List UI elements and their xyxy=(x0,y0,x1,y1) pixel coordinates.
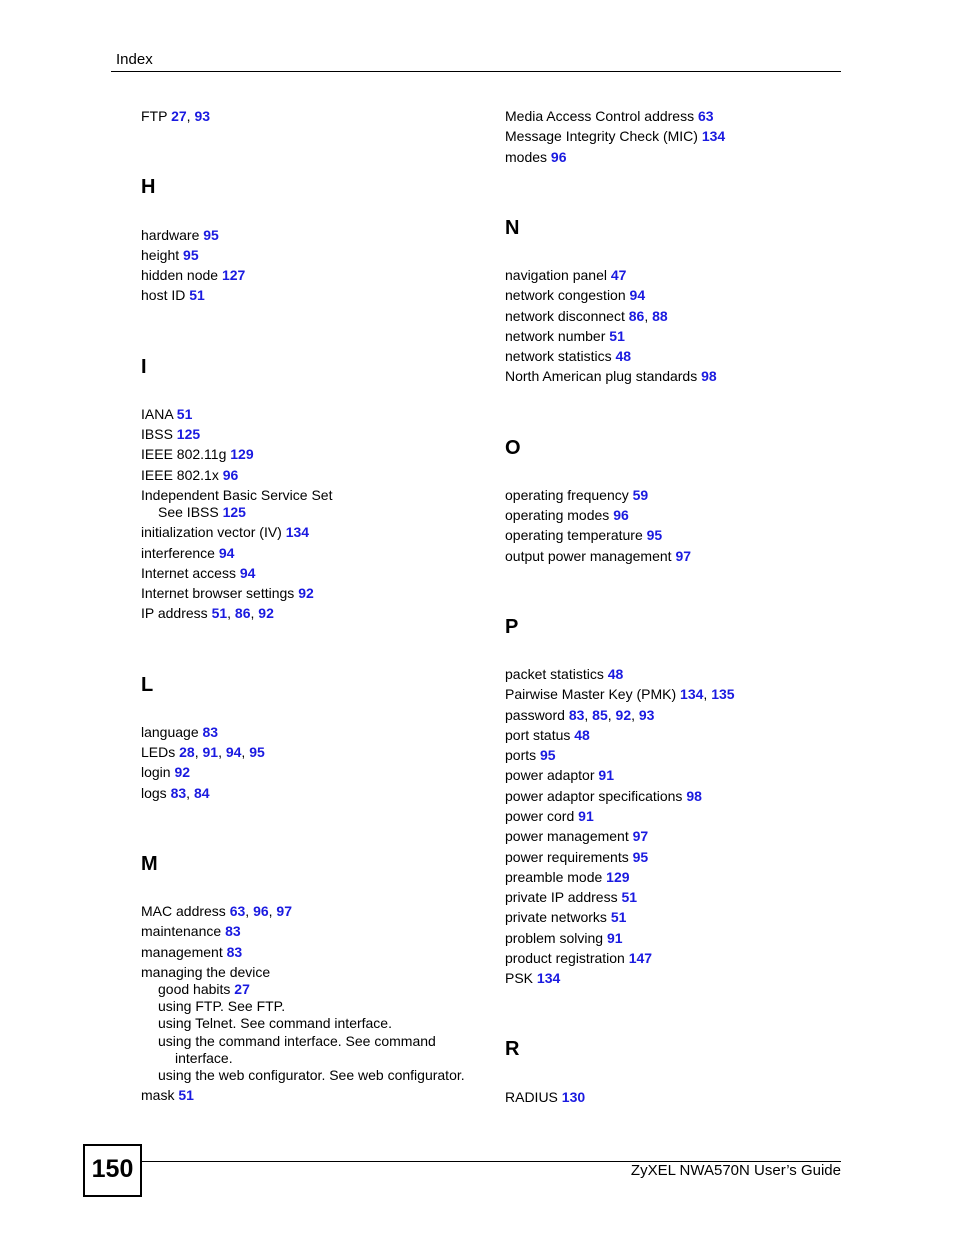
page-link[interactable]: 83 xyxy=(170,785,187,801)
index-term: hidden node xyxy=(141,267,222,283)
page-link[interactable]: 48 xyxy=(607,666,624,682)
index-term: North American plug standards xyxy=(505,368,702,384)
index-entry xyxy=(505,707,654,724)
page-link[interactable]: 91 xyxy=(202,744,219,760)
index-term: operating temperature xyxy=(505,527,647,543)
index-term: IEEE 802.11g xyxy=(141,446,231,462)
index-entry xyxy=(505,308,668,325)
index-term: mask xyxy=(141,1087,179,1103)
page-link[interactable]: 95 xyxy=(632,849,649,865)
page-link[interactable]: 93 xyxy=(194,108,211,124)
page-link[interactable]: 28 xyxy=(179,744,195,760)
section-letter: M xyxy=(141,853,158,875)
index-term: Media Access Control address xyxy=(505,108,698,124)
index-term: hardware xyxy=(141,227,204,243)
index-term: power adaptor specifications xyxy=(505,788,687,804)
page-link[interactable]: 47 xyxy=(610,267,627,283)
index-entry xyxy=(141,524,309,541)
page-link[interactable]: 59 xyxy=(632,487,649,503)
page-link[interactable]: 92 xyxy=(615,707,632,723)
page-link[interactable]: 85 xyxy=(592,707,608,723)
page-link[interactable]: 98 xyxy=(686,788,702,804)
section-letter: O xyxy=(505,437,521,459)
index-entry xyxy=(505,666,623,683)
index-entry xyxy=(505,108,714,125)
page-separator: , xyxy=(703,686,712,702)
index-term: initialization vector (IV) xyxy=(141,524,286,540)
index-term: network congestion xyxy=(505,287,630,303)
index-term: MAC address xyxy=(141,903,230,919)
index-term: ports xyxy=(505,747,541,763)
index-term: RADIUS xyxy=(505,1089,562,1105)
page-link[interactable]: 125 xyxy=(176,426,201,442)
page-link[interactable]: 83 xyxy=(226,944,243,960)
index-entry xyxy=(505,808,594,825)
index-entry xyxy=(505,287,645,304)
index-term: modes xyxy=(505,149,551,165)
page-link[interactable]: 92 xyxy=(258,605,274,621)
index-term: using Telnet. See command interface. xyxy=(158,1015,392,1031)
index-entry xyxy=(505,889,637,906)
section-letter: R xyxy=(505,1038,520,1060)
page-link[interactable]: 129 xyxy=(606,869,630,885)
index-entry xyxy=(505,128,725,145)
index-entry xyxy=(141,247,199,264)
index-term: preamble mode xyxy=(505,869,607,885)
index-entry xyxy=(505,548,691,565)
page-link[interactable]: 51 xyxy=(178,1087,194,1103)
index-entry xyxy=(141,227,219,244)
page-link[interactable]: 96 xyxy=(222,467,239,483)
index-entry xyxy=(505,267,626,284)
index-entry xyxy=(141,724,218,741)
page-link[interactable]: 48 xyxy=(615,348,632,364)
page-link[interactable]: 147 xyxy=(628,950,653,966)
index-entry xyxy=(505,930,623,947)
page-link[interactable]: 97 xyxy=(276,903,292,919)
index-entry xyxy=(141,1033,436,1050)
index-entry xyxy=(505,368,717,385)
index-entry xyxy=(505,727,590,744)
index-entry xyxy=(141,504,246,521)
index-term: FTP xyxy=(141,108,172,124)
page-link[interactable]: 83 xyxy=(568,707,585,723)
index-term: port status xyxy=(505,727,575,743)
index-term: interference xyxy=(141,545,219,561)
index-entry xyxy=(505,767,614,784)
page-link[interactable]: 134 xyxy=(701,128,726,144)
page-link[interactable]: 86 xyxy=(234,605,251,621)
page-link[interactable]: 134 xyxy=(536,970,561,986)
index-entry xyxy=(141,1087,194,1104)
page-link[interactable]: 129 xyxy=(230,446,254,462)
index-entry xyxy=(141,981,250,998)
index-entry xyxy=(505,149,567,166)
page-link[interactable]: 93 xyxy=(638,707,655,723)
index-term: network number xyxy=(505,328,610,344)
index-term: Message Integrity Check (MIC) xyxy=(505,128,702,144)
page-separator: , xyxy=(245,903,254,919)
page-separator: , xyxy=(584,707,593,723)
index-entry xyxy=(141,764,190,781)
page-separator: , xyxy=(227,605,235,621)
index-term: language xyxy=(141,724,203,740)
index-entry xyxy=(505,1089,585,1106)
index-term: operating modes xyxy=(505,507,614,523)
page-link[interactable]: 48 xyxy=(574,727,590,743)
index-entry xyxy=(505,828,648,845)
index-entry xyxy=(141,744,265,761)
index-term: power cord xyxy=(505,808,579,824)
page-separator: , xyxy=(268,903,277,919)
page-separator: , xyxy=(186,108,195,124)
index-entry xyxy=(141,964,270,981)
index-term: power requirements xyxy=(505,849,633,865)
page-link[interactable]: 134 xyxy=(680,686,704,702)
page-link[interactable]: 27 xyxy=(171,108,187,124)
page-link[interactable]: 98 xyxy=(701,368,717,384)
index-term: network statistics xyxy=(505,348,616,364)
index-entry xyxy=(141,446,254,463)
page-link[interactable]: 51 xyxy=(621,889,638,905)
index-entry xyxy=(141,287,205,304)
index-term: network disconnect xyxy=(505,308,629,324)
page-link[interactable]: 95 xyxy=(203,227,219,243)
index-term: power management xyxy=(505,828,633,844)
page-link[interactable]: 96 xyxy=(253,903,269,919)
index-entry xyxy=(505,328,625,345)
page-link[interactable]: 94 xyxy=(218,545,235,561)
page-separator: , xyxy=(186,785,194,801)
index-entry xyxy=(505,788,702,805)
page-link[interactable]: 92 xyxy=(298,585,314,601)
index-entry xyxy=(141,467,238,484)
page-link[interactable]: 51 xyxy=(609,328,625,344)
index-term: management xyxy=(141,944,227,960)
page-link[interactable]: 91 xyxy=(578,808,594,824)
page-link[interactable]: 94 xyxy=(225,744,242,760)
index-entry xyxy=(505,487,648,504)
page-separator: , xyxy=(631,707,639,723)
index-entry xyxy=(505,970,560,987)
page-link[interactable]: 130 xyxy=(561,1089,586,1105)
page-number: 150 xyxy=(91,1155,134,1183)
index-entry xyxy=(505,869,630,886)
index-term: using FTP. See FTP. xyxy=(158,998,286,1014)
page-link[interactable]: 51 xyxy=(176,406,193,422)
index-term: good habits xyxy=(158,981,235,997)
page-link[interactable]: 125 xyxy=(222,504,246,520)
header-divider xyxy=(111,71,841,72)
index-entry xyxy=(505,527,662,544)
index-entry xyxy=(141,585,314,602)
page-link[interactable]: 84 xyxy=(193,785,210,801)
page-link[interactable]: 88 xyxy=(652,308,668,324)
page-link[interactable]: 51 xyxy=(610,909,627,925)
section-letter: N xyxy=(505,217,520,239)
index-entry xyxy=(141,487,332,504)
index-term: interface. xyxy=(175,1050,233,1066)
index-entry xyxy=(505,507,629,524)
page-link[interactable]: 97 xyxy=(675,548,692,564)
index-entry xyxy=(141,1050,233,1067)
page-link[interactable]: 94 xyxy=(239,565,256,581)
index-entry xyxy=(141,605,274,622)
page-link[interactable]: 134 xyxy=(285,524,310,540)
index-term: using the command interface. See command xyxy=(158,1033,436,1049)
index-term: private networks xyxy=(505,909,611,925)
page-separator: , xyxy=(241,744,250,760)
index-term: logs xyxy=(141,785,171,801)
section-letter: H xyxy=(141,176,156,198)
index-term: maintenance xyxy=(141,923,226,939)
page-link[interactable]: 51 xyxy=(211,605,228,621)
index-entry xyxy=(141,426,200,443)
page-link[interactable]: 92 xyxy=(174,764,191,780)
index-entry xyxy=(141,1067,465,1084)
page-separator: , xyxy=(250,605,259,621)
index-entry xyxy=(141,545,234,562)
page-link[interactable]: 86 xyxy=(628,308,645,324)
page-link[interactable]: 83 xyxy=(225,923,241,939)
index-term: IP address xyxy=(141,605,212,621)
page-link[interactable]: 135 xyxy=(711,686,735,702)
index-term: IEEE 802.1x xyxy=(141,467,223,483)
page-separator: , xyxy=(607,707,616,723)
index-entry xyxy=(505,950,652,967)
index-entry xyxy=(141,923,241,940)
index-entry xyxy=(141,998,285,1015)
index-term: height xyxy=(141,247,184,263)
page-link[interactable]: 95 xyxy=(183,247,199,263)
page-link[interactable]: 96 xyxy=(613,507,629,523)
page-link[interactable]: 83 xyxy=(202,724,219,740)
guide-title: ZyXEL NWA570N User’s Guide xyxy=(630,1162,841,1179)
index-entry xyxy=(141,267,245,284)
index-term: host ID xyxy=(141,287,190,303)
index-term: password xyxy=(505,707,569,723)
index-term: operating frequency xyxy=(505,487,633,503)
index-term: Internet browser settings xyxy=(141,585,299,601)
index-entry xyxy=(505,849,648,866)
index-entry xyxy=(141,1015,392,1032)
page-link[interactable]: 95 xyxy=(646,527,663,543)
index-term: See IBSS xyxy=(158,504,223,520)
index-entry xyxy=(505,686,735,703)
index-entry xyxy=(141,785,210,802)
section-letter: L xyxy=(141,674,154,696)
page-link[interactable]: 51 xyxy=(189,287,205,303)
index-term: Internet access xyxy=(141,565,240,581)
page-link[interactable]: 91 xyxy=(606,930,623,946)
page-link[interactable]: 27 xyxy=(234,981,250,997)
index-entry xyxy=(141,565,255,582)
page-number-box xyxy=(83,1144,142,1197)
index-term: LEDs xyxy=(141,744,180,760)
index-entry xyxy=(505,348,631,365)
index-term: IBSS xyxy=(141,426,177,442)
index-term: using the web configurator. See web configurator. xyxy=(158,1067,465,1083)
index-term: Independent Basic Service Set xyxy=(141,487,333,503)
page-link[interactable]: 97 xyxy=(632,828,649,844)
index-entry xyxy=(505,909,626,926)
index-term: managing the device xyxy=(141,964,271,980)
index-term: PSK xyxy=(505,970,537,986)
running-header: Index xyxy=(116,51,153,68)
index-term: Pairwise Master Key (PMK) xyxy=(505,686,681,702)
index-entry xyxy=(505,747,556,764)
index-term: problem solving xyxy=(505,930,607,946)
page-link[interactable]: 63 xyxy=(229,903,246,919)
page-link[interactable]: 63 xyxy=(697,108,714,124)
page-link[interactable]: 95 xyxy=(540,747,556,763)
page-link[interactable]: 91 xyxy=(598,767,614,783)
index-term: login xyxy=(141,764,175,780)
section-letter: P xyxy=(505,616,519,638)
page-separator: , xyxy=(194,744,203,760)
page-separator: , xyxy=(218,744,226,760)
page-link[interactable]: 127 xyxy=(221,267,246,283)
page-separator: , xyxy=(644,308,653,324)
index-entry xyxy=(141,406,192,423)
page-link[interactable]: 96 xyxy=(550,149,567,165)
index-term: private IP address xyxy=(505,889,622,905)
index-term: navigation panel xyxy=(505,267,611,283)
index-term: packet statistics xyxy=(505,666,608,682)
index-entry xyxy=(141,944,242,961)
index-entry xyxy=(141,903,292,920)
index-term: product registration xyxy=(505,950,629,966)
index-term: power adaptor xyxy=(505,767,599,783)
index-entry xyxy=(141,108,210,125)
index-term: IANA xyxy=(141,406,177,422)
index-term: output power management xyxy=(505,548,676,564)
page-link[interactable]: 95 xyxy=(249,744,265,760)
section-letter: I xyxy=(141,356,147,378)
page-link[interactable]: 94 xyxy=(629,287,646,303)
